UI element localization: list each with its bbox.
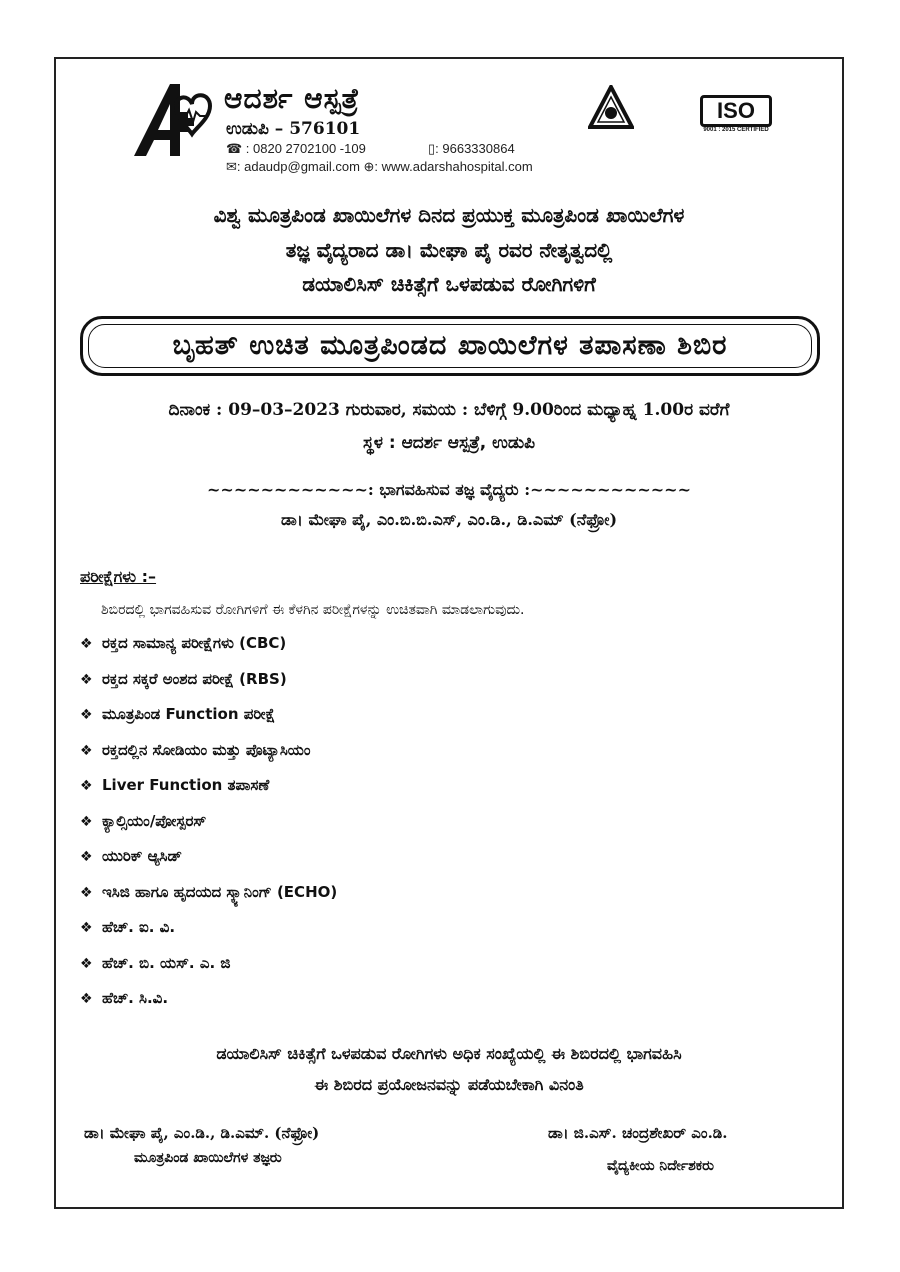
list-item <box>80 954 337 990</box>
list-item <box>80 705 337 741</box>
phone-number: ☎ : 0820 2702100 -109 <box>226 141 366 156</box>
list-item <box>80 741 337 777</box>
list-item <box>80 883 337 919</box>
iso-caption: 9001 : 2015 CERTIFIED <box>703 127 769 133</box>
mobile-number: ▯: 9663330864 <box>428 141 515 156</box>
date-time: ದಿನಾಂಕ : 09–03–2023 ಗುರುವಾರ, ಸಮಯ : ಬೆಳಿಗ್ಗೆ 9.00ರಿಂದ ಮಧ್ಯಾಹ್ನ 1.00ರ ವರೆಗೆ <box>168 400 730 420</box>
doctor-credentials: ಡಾ। ಮೇಘಾ ಪೈ, ಎಂ.ಬಿ.ಬಿ.ಎಸ್, ಎಂ.ಡಿ., ಡಿ.ಎಮ್ (ನೆಫ್ರೋ) <box>280 510 618 529</box>
test-label: Liver Function ತಪಾಸಣೆ <box>102 776 270 794</box>
bullet-icon: ❖ <box>80 778 93 794</box>
signatory-left-name: ಡಾ। ಮೇಘಾ ಪೈ, ಎಂ.ಡಿ., ಡಿ.ಎಮ್. (ನೆಫ್ರೋ) <box>84 1124 320 1142</box>
bullet-icon: ❖ <box>80 955 93 972</box>
list-item <box>80 918 337 954</box>
bullet-icon: ❖ <box>80 991 93 1007</box>
closing-line-1: ಡಯಾಲಿಸಿಸ್ ಚಿಕಿತ್ಸೆಗೆ ಒಳಪಡುವ ರೋಗಿಗಳು ಅಧಿಕ ಸಂಖ್ಯೆಯಲ್ಲಿ ಈ ಶಿಬಿರದಲ್ಲಿ ಭಾಗವಹಿಸಿ <box>216 1044 682 1063</box>
tests-intro: ಶಿಬಿರದಲ್ಲಿ ಭಾಗವಹಿಸುವ ರೋಗಿಗಳಿಗೆ ಈ ಕೆಳಗಿನ ಪರೀಕ್ಷೆಗಳನ್ನು ಉಚಿತವಾಗಿ ಮಾಡಲಾಗುವುದು. <box>101 602 525 618</box>
bullet-icon: ❖ <box>80 884 93 901</box>
iso-certification-badge <box>700 95 772 133</box>
bullet-icon: ❖ <box>80 636 93 652</box>
list-item <box>80 812 337 848</box>
camp-title: ಬೃಹತ್ ಉಚಿತ ಮೂತ್ರಪಿಂಡದ ಖಾಯಿಲೆಗಳ ತಪಾಸಣಾ ಶಿಬಿರ <box>172 330 728 361</box>
camp-title-banner <box>80 316 820 376</box>
list-item <box>80 989 337 1025</box>
signatory-left-title: ಮೂತ್ರಪಿಂಡ ಖಾಯಿಲೆಗಳ ತಜ್ಞರು <box>134 1150 282 1166</box>
test-label: ಹೆಚ್. ಸಿ.ವಿ. <box>102 989 169 1007</box>
list-item <box>80 776 337 812</box>
list-item <box>80 670 337 706</box>
tests-heading: ಪರೀಕ್ಷೆಗಳು :– <box>80 567 157 586</box>
signatory-right-title: ವೈದ್ಯಕೀಯ ನಿರ್ದೇಶಕರು <box>607 1158 714 1174</box>
venue: ಸ್ಥಳ : ಆದರ್ಶ ಆಸ್ಪತ್ರೆ, ಉಡುಪಿ <box>362 433 536 453</box>
bullet-icon: ❖ <box>80 707 93 723</box>
bullet-icon: ❖ <box>80 671 93 688</box>
test-label: ಯುರಿಕ್ ಆ್ಯಸಿಡ್ <box>102 847 182 865</box>
closing-line-2: ಈ ಶಿಬಿರದ ಪ್ರಯೋಜನವನ್ನು ಪಡೆಯಬೇಕಾಗಿ ವಿನಂತಿ <box>314 1075 584 1094</box>
bullet-icon: ❖ <box>80 920 93 936</box>
test-label: ಕ್ಯಾಲ್ಸಿಯಂ/ಪೋಸ್ಪರಸ್ <box>102 811 207 830</box>
email-website: ✉: adaudp@gmail.com ⊕: www.adarshahospital.com <box>226 159 533 174</box>
test-label: ರಕ್ತದಲ್ಲಿನ ಸೋಡಿಯಂ ಮತ್ತು ಪೊಟ್ಯಾಸಿಯಂ <box>102 740 311 759</box>
test-label: ಮೂತ್ರಪಿಂಡ Function ಪರೀಕ್ಷೆ <box>102 705 276 723</box>
list-item <box>80 847 337 883</box>
intro-line-2: ತಜ್ಞ ವೈದ್ಯರಾದ ಡಾ। ಮೇಘಾ ಪೈ ರವರ ನೇತೃತ್ವದಲ್ಲಿ <box>285 238 613 262</box>
hospital-city: ಉಡುಪಿ – 576101 <box>226 119 361 139</box>
test-label: ಇಸಿಜಿ ಹಾಗೂ ಹೃದಯದ ಸ್ಕ್ಯಾನಿಂಗ್ (ECHO) <box>102 882 338 901</box>
hospital-name: ಆದರ್ಶ ಆಸ್ಪತ್ರೆ <box>224 82 360 115</box>
bullet-icon: ❖ <box>80 742 93 759</box>
bullet-icon: ❖ <box>80 813 93 830</box>
intro-line-3: ಡಯಾಲಿಸಿಸ್ ಚಿಕಿತ್ಸೆಗೆ ಒಳಪಡುವ ರೋಗಿಗಳಿಗೆ <box>302 272 596 296</box>
signatory-right-name: ಡಾ। ಜಿ.ಎಸ್. ಚಂದ್ರಶೇಖರ್ ಎಂ.ಡಿ. <box>548 1124 728 1142</box>
intro-line-1: ವಿಶ್ವ ಮೂತ್ರಪಿಂಡ ಖಾಯಿಲೆಗಳ ದಿನದ ಪ್ರಯುಕ್ತ ಮೂತ್ರಪಿಂಡ ಖಾಯಿಲೆಗಳ <box>213 203 685 227</box>
list-item <box>80 634 337 670</box>
test-label: ರಕ್ತದ ಸಾಮಾನ್ಯ ಪರೀಕ್ಷೆಗಳು (CBC) <box>102 634 287 652</box>
test-label: ಹೆಚ್. ಬಿ. ಯಸ್. ಎ. ಜಿ <box>102 953 231 972</box>
participating-doctors-heading: ~~~~~~~~~~~~: ಭಾಗವಹಿಸುವ ತಜ್ಞ ವೈದ್ಯರು :~~~~~~~~~~~~ <box>207 480 691 499</box>
hospital-logo <box>130 82 216 158</box>
nabh-accreditation-icon <box>588 85 634 129</box>
page-border <box>54 57 844 1209</box>
iso-logo-text: ISO <box>700 95 772 127</box>
test-label: ಹೆಚ್. ಐ. ವಿ. <box>102 918 176 936</box>
bullet-icon: ❖ <box>80 849 93 865</box>
tests-list <box>80 634 337 1025</box>
test-label: ರಕ್ತದ ಸಕ್ಕರೆ ಅಂಶದ ಪರೀಕ್ಷೆ (RBS) <box>102 669 287 688</box>
